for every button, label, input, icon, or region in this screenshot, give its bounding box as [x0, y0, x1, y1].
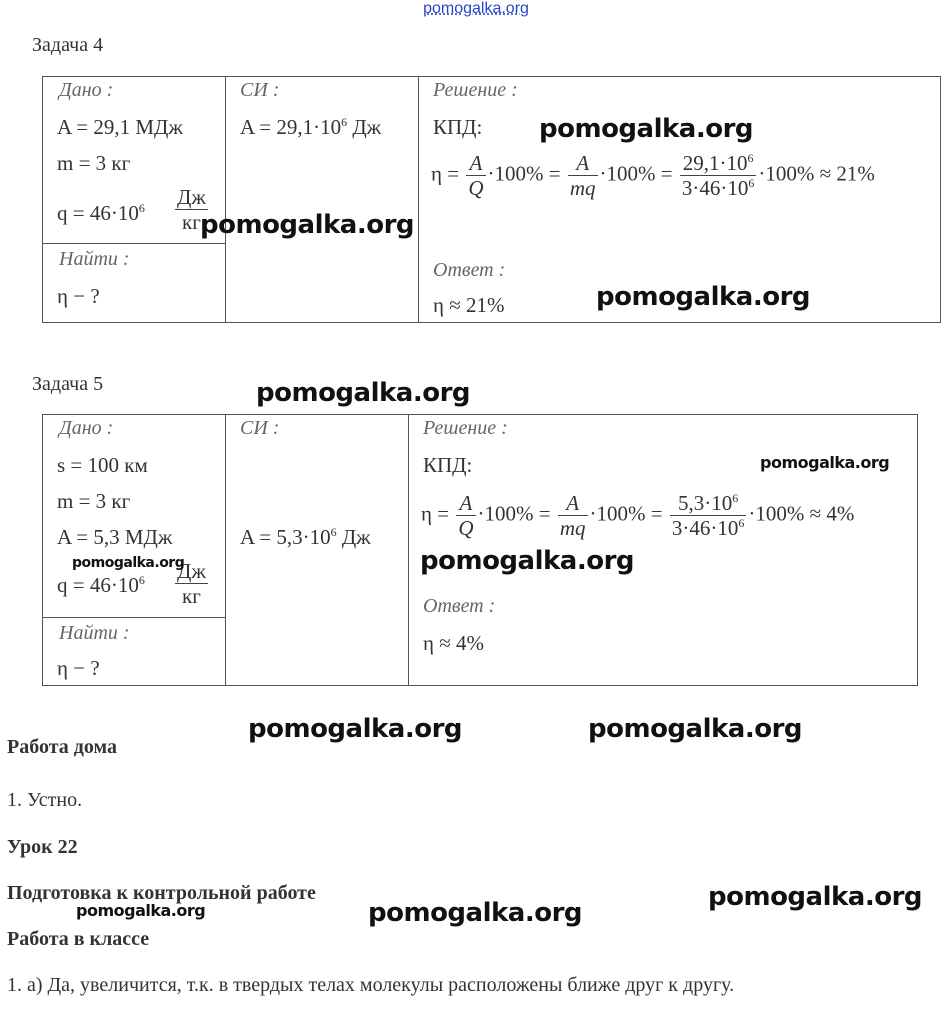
task5-given-work: A = 5,3 МДж — [57, 525, 173, 549]
watermark: pomogalka.org — [596, 282, 811, 312]
task5-kpd: КПД: — [423, 453, 473, 477]
task5-si-cell — [226, 415, 409, 686]
answer-line: 1. а) Да, увеличится, т.к. в твердых телах молекулы расположены ближе друг к другу. — [7, 974, 735, 996]
task5-si-value: $A = 5,3\cdot 10^6$ Дж — [240, 525, 371, 549]
task5-reshenie-label: Решение : — [423, 417, 508, 439]
watermark: pomogalka.org — [588, 714, 803, 744]
task4-title: Задача 4 — [32, 34, 104, 56]
task4-si-label: СИ : — [240, 79, 280, 101]
task4-given-work: A = 29,1 МДж — [57, 115, 183, 139]
task4-find-cell — [43, 244, 226, 323]
task4-given-q: $q = 46\cdot 10^6$ — [57, 201, 145, 225]
task5-dano-label: Дано : — [59, 417, 114, 439]
oral-item: 1. Устно. — [7, 789, 83, 811]
task5-find-cell — [43, 618, 226, 686]
task5-si-label: СИ : — [240, 417, 280, 439]
task4-reshenie-label: Решение : — [433, 79, 518, 101]
task4-formula: η = $\frac{A}{Q}$ ·100% = $\frac{A}{mq}$ ·100% = $\frac{29,1\cdot 10^6}{3\cdot 46\cdot 10^6}$ ·100% ≈ 21% — [431, 151, 875, 201]
watermark: pomogalka.org — [539, 114, 754, 144]
lesson-heading: Урок 22 — [7, 836, 78, 858]
task4-find-label: Найти : — [59, 248, 130, 270]
task5-given-cell — [43, 415, 226, 618]
watermark: pomogalka.org — [72, 555, 185, 571]
prep-heading: Подготовка к контрольной работе — [7, 882, 316, 904]
task5-title: Задача 5 — [32, 373, 104, 395]
watermark: pomogalka.org — [76, 901, 206, 920]
task4-si-cell — [226, 77, 419, 323]
watermark: pomogalka.org — [256, 378, 471, 408]
watermark: pomogalka.org — [368, 898, 583, 928]
watermark: pomogalka.org — [708, 882, 923, 912]
task4-kpd: КПД: — [433, 115, 483, 139]
task5-formula: η = $\frac{A}{Q}$ ·100% = $\frac{A}{mq}$ ·100% = $\frac{5,3\cdot 10^6}{3\cdot 46\cdot 10^6}$ ·100% ≈ 4% — [421, 491, 855, 541]
task4-answer-label: Ответ : — [433, 259, 506, 281]
task5-answer: η ≈ 4% — [423, 631, 485, 655]
task4-dano-label: Дано : — [59, 79, 114, 101]
task5-answer-label: Ответ : — [423, 595, 496, 617]
watermark: pomogalka.org — [760, 453, 890, 472]
task5-q-unit: $\frac{Дж}{кг}$ — [177, 559, 206, 609]
watermark: pomogalka.org — [248, 714, 463, 744]
task5-given-distance: s = 100 км — [57, 453, 148, 477]
site-link[interactable]: pomogalka.org — [423, 0, 529, 17]
task4-si-value: $A = 29,1\cdot 10^6$ Дж — [240, 115, 382, 139]
task5-given-q: $q = 46\cdot 10^6$ — [57, 573, 145, 597]
task4-q-unit: $\frac{Дж}{кг}$ — [177, 185, 206, 235]
task5-find-label: Найти : — [59, 622, 130, 644]
watermark: pomogalka.org — [420, 546, 635, 576]
task4-answer: η ≈ 21% — [433, 293, 505, 317]
task5-given-mass: m = 3 кг — [57, 489, 131, 513]
task4-given-mass: m = 3 кг — [57, 151, 131, 175]
task4-given-cell — [43, 77, 226, 244]
watermark: pomogalka.org — [200, 210, 415, 240]
class-work-heading: Работа в классе — [7, 928, 150, 950]
task5-find: η − ? — [57, 656, 100, 680]
home-work-heading: Работа дома — [7, 736, 117, 758]
task4-find: η − ? — [57, 284, 100, 308]
